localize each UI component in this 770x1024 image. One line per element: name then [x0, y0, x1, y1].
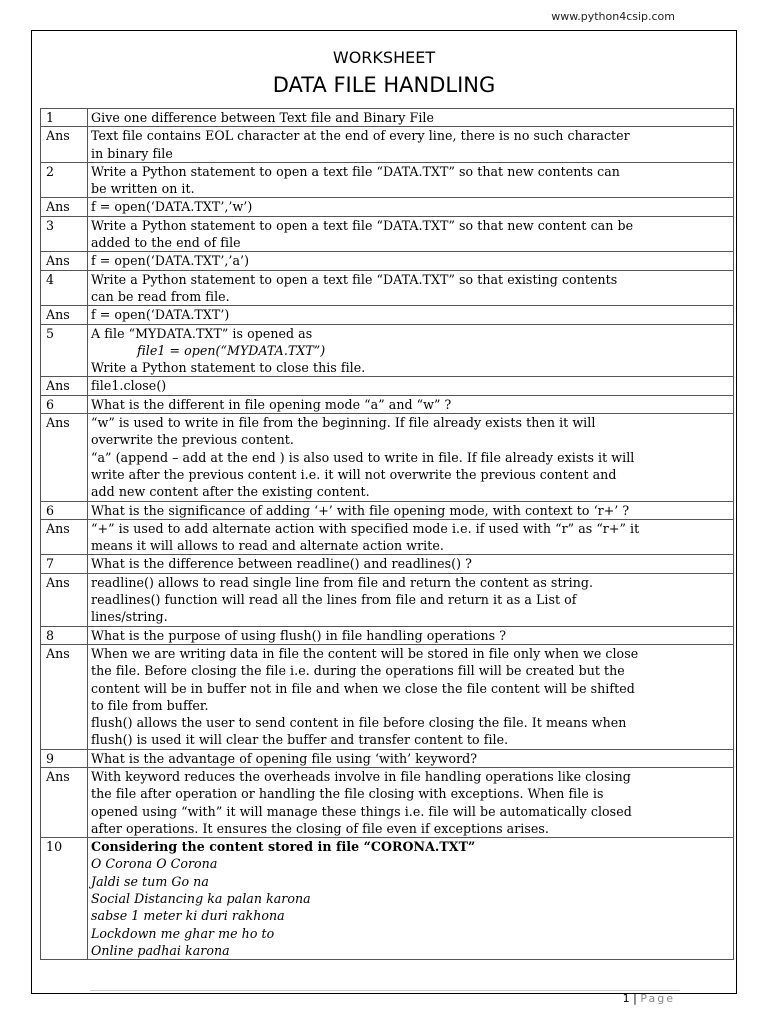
question-text: [88, 109, 734, 127]
text-line: When we are writing data in file the content will be stored in file only when we close: [91, 645, 639, 661]
text-line: content will be in buffer not in file and when we close the file content will be shifted: [91, 680, 635, 696]
footer-rule: [90, 990, 680, 991]
qa-table-body: [41, 109, 734, 960]
answer-label: Ans: [41, 252, 88, 270]
text-line: after operations. It ensures the closing of file even if exceptions arises.: [91, 820, 549, 836]
answer-label: Ans: [41, 377, 88, 395]
answer-row: [41, 306, 734, 324]
header: [31, 46, 737, 100]
question-text: [88, 626, 734, 644]
question-number: 1: [41, 109, 88, 127]
text-line: flush() allows the user to send content in file before closing the file. It means when: [91, 715, 627, 731]
website-url: www.python4csip.com: [551, 10, 675, 23]
question-number: 2: [41, 162, 88, 198]
text-line: flush() is used it will clear the buffer and transfer content to file.: [91, 732, 509, 748]
question-row: [41, 749, 734, 767]
page-word: Page: [640, 992, 675, 1005]
answer-row: [41, 767, 734, 837]
question-text: [88, 324, 734, 377]
text-line: What is the significance of adding ‘+’ with file opening mode, with context to ‘r+’ ?: [91, 502, 630, 518]
answer-label: Ans: [41, 767, 88, 837]
text-line: Jaldi se tum Go na: [91, 873, 209, 889]
question-number: 4: [41, 270, 88, 306]
answer-label: Ans: [41, 644, 88, 749]
text-line: Write a Python statement to open a text file “DATA.TXT” so that new content can be: [91, 217, 634, 233]
answer-row: [41, 573, 734, 626]
question-number: 6: [41, 501, 88, 519]
question-number: 10: [41, 838, 88, 960]
question-text: [88, 749, 734, 767]
worksheet-label: WORKSHEET: [332, 48, 436, 67]
text-line: lines/string.: [91, 609, 168, 625]
page-separator: |: [633, 992, 637, 1005]
question-text: [88, 395, 734, 413]
answer-label: Ans: [41, 306, 88, 324]
question-text: [88, 270, 734, 306]
question-text: [88, 501, 734, 519]
text-line: f = open(‘DATA.TXT’,’w’): [91, 199, 253, 215]
question-number: 5: [41, 324, 88, 377]
text-line: add new content after the existing content.: [91, 484, 370, 500]
text-line: What is the advantage of opening file using ‘with’ keyword?: [91, 750, 478, 766]
text-line: in binary file: [91, 145, 173, 161]
answer-text: [88, 519, 734, 555]
text-line: overwrite the previous content.: [91, 432, 294, 448]
question-row: [41, 216, 734, 252]
question-text: [88, 216, 734, 252]
text-line: opened using “with” it will manage these things i.e. file will be automatically closed: [91, 803, 632, 819]
answer-label: Ans: [41, 198, 88, 216]
question-row: [41, 555, 734, 573]
question-row: [41, 501, 734, 519]
text-line: “w” is used to write in file from the beginning. If file already exists then it will: [91, 415, 596, 431]
answer-text: [88, 573, 734, 626]
answer-text: [88, 127, 734, 163]
answer-row: [41, 377, 734, 395]
text-line: Considering the content stored in file “CORONA.TXT”: [91, 839, 476, 855]
answer-text: [88, 767, 734, 837]
answer-row: [41, 644, 734, 749]
text-line: What is the different in file opening mode “a” and “w” ?: [91, 396, 452, 412]
page-footer: [623, 992, 675, 1005]
question-number: 6: [41, 395, 88, 413]
text-line: What is the difference between readline() and readlines() ?: [91, 556, 472, 572]
question-text: [88, 838, 734, 960]
answer-text: [88, 252, 734, 270]
answer-row: [41, 127, 734, 163]
question-row: [41, 395, 734, 413]
text-line: With keyword reduces the overheads involve in file handling operations like closing: [91, 768, 631, 784]
question-number: 8: [41, 626, 88, 644]
question-number: 7: [41, 555, 88, 573]
text-line: What is the purpose of using flush() in file handling operations ?: [91, 627, 506, 643]
answer-text: [88, 377, 734, 395]
text-line: O Corona O Corona: [91, 856, 218, 872]
text-line: be written on it.: [91, 181, 195, 197]
text-line: file1.close(): [91, 378, 167, 394]
question-row: [41, 270, 734, 306]
answer-row: [41, 252, 734, 270]
qa-table: [40, 108, 734, 960]
text-line: f = open(‘DATA.TXT’): [91, 307, 230, 323]
text-line: the file. Before closing the file i.e. during the operations fill will be created but the: [91, 663, 625, 679]
question-row: [41, 162, 734, 198]
question-number: 9: [41, 749, 88, 767]
text-line: file1 = open(“MYDATA.TXT”): [137, 342, 326, 358]
answer-label: Ans: [41, 573, 88, 626]
text-line: A file “MYDATA.TXT” is opened as: [91, 325, 313, 341]
text-line: means it will allows to read and alternate action write.: [91, 538, 444, 554]
text-line: Give one difference between Text file and Binary File: [91, 110, 434, 125]
answer-row: [41, 414, 734, 501]
text-line: Write a Python statement to open a text file “DATA.TXT” so that new contents can: [91, 163, 620, 179]
text-line: write after the previous content i.e. it will not overwrite the previous content and: [91, 466, 617, 482]
question-row: [41, 109, 734, 127]
question-text: [88, 162, 734, 198]
text-line: “a” (append – add at the end ) is also used to write in file. If file already exists it will: [91, 449, 635, 465]
text-line: Lockdown me ghar me ho to: [91, 925, 275, 941]
text-line: sabse 1 meter ki duri rakhona: [91, 908, 285, 924]
text-line: readline() allows to read single line from file and return the content as string.: [91, 574, 594, 590]
text-line: Text file contains EOL character at the end of every line, there is no such character: [91, 128, 630, 144]
answer-text: [88, 198, 734, 216]
question-row: [41, 838, 734, 960]
answer-text: [88, 306, 734, 324]
question-row: [41, 324, 734, 377]
text-line: to file from buffer.: [91, 697, 209, 713]
text-line: “+” is used to add alternate action with specified mode i.e. if used with “r” as “r+” it: [91, 520, 640, 536]
text-line: f = open(‘DATA.TXT’,’a’): [91, 253, 250, 269]
answer-text: [88, 414, 734, 501]
text-line: Write a Python statement to open a text file “DATA.TXT” so that existing contents: [91, 271, 618, 287]
answer-label: Ans: [41, 127, 88, 163]
text-line: Social Distancing ka palan karona: [91, 891, 311, 907]
answer-row: [41, 519, 734, 555]
question-text: [88, 555, 734, 573]
answer-text: [88, 644, 734, 749]
answer-row: [41, 198, 734, 216]
text-line: added to the end of file: [91, 235, 241, 251]
text-line: Write a Python statement to close this file.: [91, 360, 366, 376]
answer-label: Ans: [41, 519, 88, 555]
page-number: 1: [622, 992, 630, 1005]
text-line: Online padhai karona: [91, 942, 230, 958]
text-line: can be read from file.: [91, 288, 230, 304]
page-title: DATA FILE HANDLING: [272, 73, 496, 97]
text-line: readlines() function will read all the lines from file and return it as a List of: [91, 592, 577, 608]
question-row: [41, 626, 734, 644]
text-line: the file after operation or handling the file closing with exceptions. When file is: [91, 786, 604, 802]
question-number: 3: [41, 216, 88, 252]
answer-label: Ans: [41, 414, 88, 501]
